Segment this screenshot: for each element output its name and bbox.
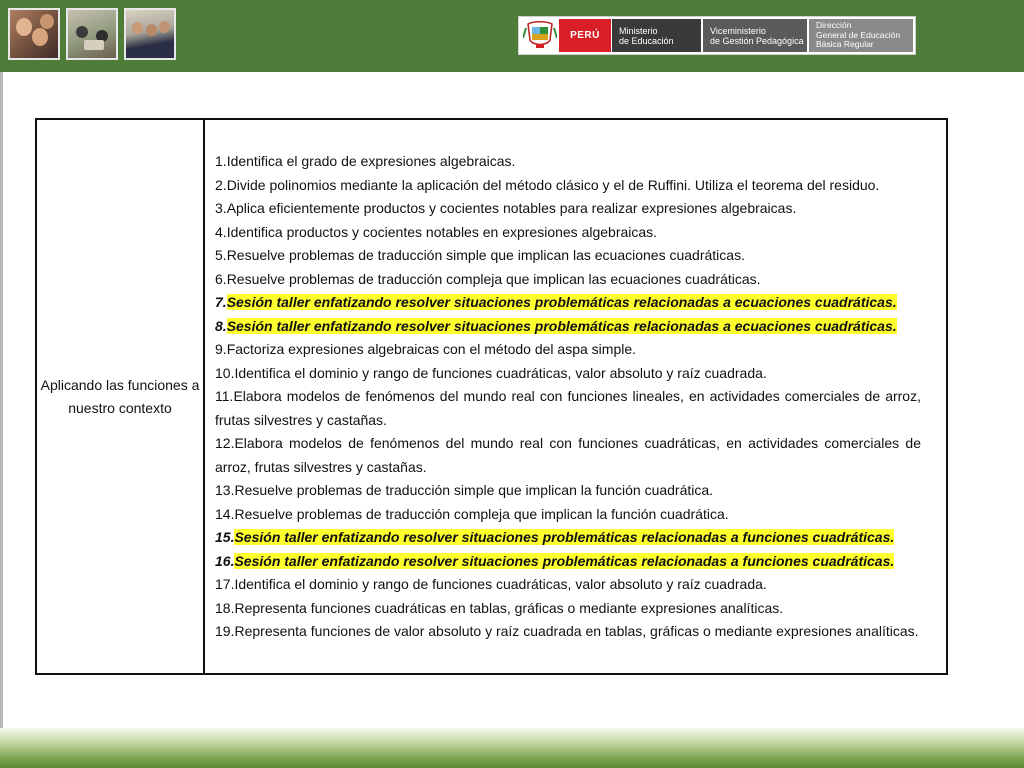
item-text: Representa funciones cuadráticas en tablas, gráficas o mediante expresiones analíticas. bbox=[234, 599, 784, 616]
item-text: Resuelve problemas de traducción simple que implican las ecuaciones cuadráticas. bbox=[226, 247, 745, 263]
item-text: Resuelve problemas de traducción compleja que implican la función cuadrática. bbox=[234, 505, 729, 522]
list-item bbox=[215, 550, 921, 574]
item-number: 13. bbox=[215, 482, 235, 498]
learning-items-list bbox=[215, 150, 921, 644]
list-item bbox=[215, 338, 921, 362]
item-number: 7. bbox=[215, 294, 227, 310]
item-number: 6. bbox=[215, 270, 227, 287]
list-item bbox=[215, 244, 921, 268]
direction-label: Dirección General de Educación Básica Regular bbox=[809, 19, 913, 52]
item-number: 1. bbox=[215, 153, 227, 169]
item-text: Divide polinomios mediante la aplicación del método clásico y el de Ruffini. Utiliza el teorema del residuo. bbox=[226, 176, 880, 193]
list-item bbox=[215, 362, 921, 386]
item-text: Identifica el dominio y rango de funciones cuadráticas, valor absoluto y raíz cuadrada. bbox=[234, 364, 767, 381]
item-text: Sesión taller enfatizando resolver situaciones problemáticas relacionadas a funciones cuadráticas. bbox=[234, 552, 895, 569]
item-text: Elabora modelos de fenómenos del mundo real con funciones lineales, en actividades comerciales de arroz, frutas silvestres y castañas. bbox=[215, 388, 921, 428]
item-text: Sesión taller enfatizando resolver situaciones problemáticas relacionadas a ecuaciones cuadráticas. bbox=[226, 294, 897, 310]
item-text: Identifica productos y cocientes notables en expresiones algebraicas. bbox=[226, 223, 658, 240]
item-number: 9. bbox=[215, 341, 227, 357]
ministry-logo bbox=[518, 16, 916, 55]
item-number: 16. bbox=[215, 552, 235, 569]
item-text: Representa funciones de valor absoluto y raíz cuadrada en tablas, gráficas o mediante expresiones analíticas. bbox=[234, 623, 919, 639]
list-item bbox=[215, 197, 921, 221]
list-item bbox=[215, 573, 921, 597]
photo-classroom bbox=[66, 8, 118, 60]
item-number: 11. bbox=[215, 388, 234, 404]
list-item bbox=[215, 597, 921, 621]
item-text: Resuelve problemas de traducción compleja que implican las ecuaciones cuadráticas. bbox=[226, 270, 761, 287]
header-band bbox=[0, 0, 1024, 72]
content-table bbox=[35, 118, 948, 675]
item-number: 18. bbox=[215, 599, 235, 616]
item-text: Identifica el dominio y rango de funciones cuadráticas, valor absoluto y raíz cuadrada. bbox=[234, 576, 767, 592]
item-number: 5. bbox=[215, 247, 227, 263]
item-number: 10. bbox=[215, 364, 235, 381]
left-border-rule bbox=[0, 72, 3, 732]
item-text: Sesión taller enfatizando resolver situaciones problemáticas relacionadas a funciones cuadráticas. bbox=[234, 529, 895, 545]
item-number: 2. bbox=[215, 176, 227, 193]
item-number: 19. bbox=[215, 623, 235, 639]
item-number: 8. bbox=[215, 317, 227, 334]
list-item bbox=[215, 432, 921, 479]
item-number: 17. bbox=[215, 576, 235, 592]
topic-cell bbox=[37, 120, 203, 673]
list-item bbox=[215, 174, 921, 198]
coat-of-arms-icon bbox=[523, 20, 557, 51]
peru-label: PERÚ bbox=[559, 19, 611, 52]
list-item bbox=[215, 268, 921, 292]
item-number: 12. bbox=[215, 435, 235, 451]
footer-band bbox=[0, 728, 1024, 768]
photo-children bbox=[8, 8, 60, 60]
item-text: Identifica el grado de expresiones algebraicas. bbox=[226, 153, 516, 169]
item-number: 4. bbox=[215, 223, 227, 240]
list-item bbox=[215, 479, 921, 503]
list-item bbox=[215, 526, 921, 550]
list-item bbox=[215, 221, 921, 245]
list-item bbox=[215, 291, 921, 315]
list-item bbox=[215, 385, 921, 432]
ministry-label: Ministerio de Educación bbox=[612, 19, 701, 52]
list-item bbox=[215, 503, 921, 527]
topic-label: Aplicando las funciones a nuestro contexto bbox=[40, 376, 200, 416]
item-text: Elabora modelos de fenómenos del mundo real con funciones cuadráticas, en actividades comerciales de arroz, frutas silvestres y castañas. bbox=[215, 435, 921, 475]
item-number: 15. bbox=[215, 529, 235, 545]
item-text: Factoriza expresiones algebraicas con el método del aspa simple. bbox=[226, 341, 637, 357]
column-divider bbox=[203, 120, 205, 673]
item-number: 3. bbox=[215, 200, 227, 216]
vice-ministry-label: Viceministerio de Gestión Pedagógica bbox=[703, 19, 807, 52]
item-text: Aplica eficientemente productos y cocientes notables para realizar expresiones algebraicas. bbox=[226, 200, 797, 216]
list-item bbox=[215, 150, 921, 174]
list-item bbox=[215, 315, 921, 339]
item-text: Resuelve problemas de traducción simple que implican la función cuadrática. bbox=[234, 482, 714, 498]
photo-students bbox=[124, 8, 176, 60]
item-number: 14. bbox=[215, 505, 235, 522]
list-item bbox=[215, 620, 921, 644]
item-text: Sesión taller enfatizando resolver situaciones problemáticas relacionadas a ecuaciones cuadráticas. bbox=[226, 317, 897, 334]
